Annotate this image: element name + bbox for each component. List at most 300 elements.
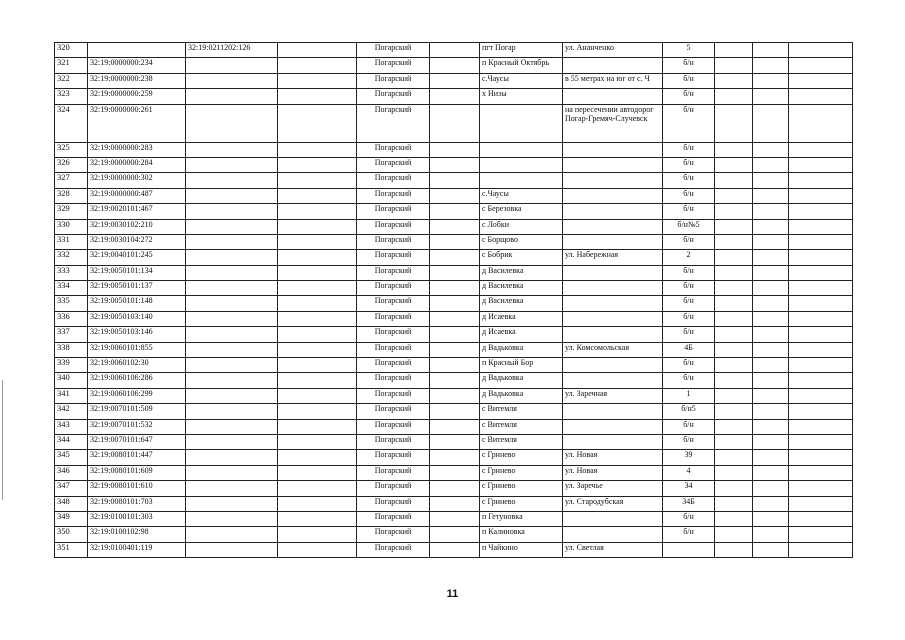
empty-cell	[278, 204, 357, 219]
empty-cell	[715, 311, 753, 326]
registry-rows	[55, 43, 853, 558]
cadastral-number: 32:19:0050101:134	[88, 265, 186, 280]
empty-cell	[430, 142, 480, 157]
settlement-cell: с Гринево	[480, 450, 563, 465]
settlement-cell	[480, 142, 563, 157]
district-cell: Погарский	[357, 281, 430, 296]
cadastral-number-alt	[186, 542, 278, 557]
house-number-cell: б/н	[663, 419, 715, 434]
empty-cell	[753, 204, 789, 219]
settlement-cell: д Василевка	[480, 265, 563, 280]
cadastral-number-alt	[186, 465, 278, 480]
street-cell	[563, 234, 663, 249]
cadastral-number	[88, 43, 186, 58]
empty-cell	[278, 404, 357, 419]
street-cell	[563, 204, 663, 219]
cadastral-number: 32:19:0070101:647	[88, 434, 186, 449]
row-number: 350	[55, 527, 88, 542]
table-row	[55, 434, 853, 449]
cadastral-number-alt	[186, 358, 278, 373]
row-number: 334	[55, 281, 88, 296]
table-row	[55, 373, 853, 388]
table-row	[55, 311, 853, 326]
empty-cell	[430, 542, 480, 557]
empty-cell	[430, 281, 480, 296]
row-number: 326	[55, 157, 88, 172]
row-number: 331	[55, 234, 88, 249]
house-number-cell: б/н	[663, 73, 715, 88]
row-number: 341	[55, 388, 88, 403]
settlement-cell: п Красный Бор	[480, 358, 563, 373]
empty-cell	[715, 142, 753, 157]
cadastral-number: 32:19:0080101:610	[88, 481, 186, 496]
street-cell: ул. Набережная	[563, 250, 663, 265]
empty-cell	[753, 434, 789, 449]
empty-cell	[715, 327, 753, 342]
table-row	[55, 188, 853, 203]
empty-cell	[430, 188, 480, 203]
empty-cell	[715, 373, 753, 388]
house-number-cell: б/н	[663, 434, 715, 449]
empty-cell	[430, 265, 480, 280]
cadastral-number-alt	[186, 311, 278, 326]
house-number-cell: б/н	[663, 373, 715, 388]
empty-cell	[430, 450, 480, 465]
district-cell: Погарский	[357, 250, 430, 265]
empty-cell	[715, 358, 753, 373]
empty-cell	[789, 450, 853, 465]
street-cell: на пересечении автодорог Погар-Гремяч-Случевск	[563, 104, 663, 142]
settlement-cell: с Березовка	[480, 204, 563, 219]
empty-cell	[278, 311, 357, 326]
empty-cell	[278, 142, 357, 157]
empty-cell	[789, 496, 853, 511]
house-number-cell: б/н	[663, 204, 715, 219]
empty-cell	[789, 404, 853, 419]
empty-cell	[789, 157, 853, 172]
empty-cell	[789, 73, 853, 88]
street-cell: в 55 метрах на юг от с. Ч	[563, 73, 663, 88]
empty-cell	[715, 89, 753, 104]
empty-cell	[715, 188, 753, 203]
cadastral-number-alt: 32:19:0211202:126	[186, 43, 278, 58]
empty-cell	[753, 373, 789, 388]
empty-cell	[789, 358, 853, 373]
empty-cell	[430, 481, 480, 496]
empty-cell	[278, 511, 357, 526]
table-row	[55, 388, 853, 403]
empty-cell	[430, 311, 480, 326]
row-number: 328	[55, 188, 88, 203]
street-cell	[563, 527, 663, 542]
cadastral-number-alt	[186, 188, 278, 203]
district-cell: Погарский	[357, 481, 430, 496]
district-cell: Погарский	[357, 465, 430, 480]
district-cell: Погарский	[357, 327, 430, 342]
house-number-cell: б/н	[663, 188, 715, 203]
cadastral-number: 32:19:0060102:30	[88, 358, 186, 373]
house-number-cell: 2	[663, 250, 715, 265]
empty-cell	[789, 542, 853, 557]
cadastral-number-alt	[186, 296, 278, 311]
table-row	[55, 450, 853, 465]
empty-cell	[430, 104, 480, 142]
cadastral-number: 32:19:0100102:98	[88, 527, 186, 542]
cadastral-number: 32:19:0100401:119	[88, 542, 186, 557]
empty-cell	[430, 173, 480, 188]
empty-cell	[789, 265, 853, 280]
empty-cell	[430, 73, 480, 88]
row-number: 336	[55, 311, 88, 326]
street-cell: ул. Комсомольская	[563, 342, 663, 357]
house-number-cell: б/н№5	[663, 219, 715, 234]
empty-cell	[278, 219, 357, 234]
empty-cell	[753, 496, 789, 511]
empty-cell	[430, 419, 480, 434]
empty-cell	[753, 311, 789, 326]
empty-cell	[278, 388, 357, 403]
cadastral-number-alt	[186, 58, 278, 73]
empty-cell	[430, 496, 480, 511]
empty-cell	[753, 481, 789, 496]
row-number: 323	[55, 89, 88, 104]
empty-cell	[430, 250, 480, 265]
row-number: 330	[55, 219, 88, 234]
row-number: 327	[55, 173, 88, 188]
empty-cell	[278, 281, 357, 296]
district-cell: Погарский	[357, 434, 430, 449]
house-number-cell: 39	[663, 450, 715, 465]
settlement-cell: с Гринево	[480, 481, 563, 496]
settlement-cell: д Василевка	[480, 296, 563, 311]
row-number: 351	[55, 542, 88, 557]
empty-cell	[715, 173, 753, 188]
empty-cell	[753, 73, 789, 88]
table-row	[55, 104, 853, 142]
empty-cell	[789, 342, 853, 357]
settlement-cell: д Вадьковка	[480, 342, 563, 357]
district-cell: Погарский	[357, 104, 430, 142]
table-row	[55, 234, 853, 249]
empty-cell	[753, 58, 789, 73]
cadastral-number: 32:19:0070101:509	[88, 404, 186, 419]
cadastral-number-alt	[186, 527, 278, 542]
district-cell: Погарский	[357, 358, 430, 373]
house-number-cell: 34Б	[663, 496, 715, 511]
cadastral-number-alt	[186, 434, 278, 449]
empty-cell	[715, 342, 753, 357]
empty-cell	[789, 311, 853, 326]
district-cell: Погарский	[357, 296, 430, 311]
house-number-cell	[663, 542, 715, 557]
empty-cell	[715, 157, 753, 172]
empty-cell	[278, 373, 357, 388]
cadastral-number: 32:19:0000000:302	[88, 173, 186, 188]
table-row	[55, 496, 853, 511]
empty-cell	[715, 265, 753, 280]
cadastral-number-alt	[186, 173, 278, 188]
cadastral-number: 32:19:0060101:855	[88, 342, 186, 357]
house-number-cell: б/н	[663, 327, 715, 342]
street-cell	[563, 265, 663, 280]
table-row	[55, 296, 853, 311]
empty-cell	[789, 481, 853, 496]
page-number: 11	[446, 588, 459, 600]
empty-cell	[753, 219, 789, 234]
table-row	[55, 542, 853, 557]
table-row	[55, 419, 853, 434]
cadastral-number-alt	[186, 481, 278, 496]
empty-cell	[430, 219, 480, 234]
table-row	[55, 157, 853, 172]
row-number: 337	[55, 327, 88, 342]
row-number: 335	[55, 296, 88, 311]
cadastral-number: 32:19:0050101:148	[88, 296, 186, 311]
street-cell	[563, 419, 663, 434]
street-cell	[563, 157, 663, 172]
street-cell	[563, 173, 663, 188]
empty-cell	[753, 358, 789, 373]
district-cell: Погарский	[357, 89, 430, 104]
empty-cell	[789, 234, 853, 249]
table-row	[55, 43, 853, 58]
cadastral-number: 32:19:0030104:272	[88, 234, 186, 249]
empty-cell	[753, 104, 789, 142]
house-number-cell: 5	[663, 43, 715, 58]
cadastral-number-alt	[186, 204, 278, 219]
district-cell: Погарский	[357, 342, 430, 357]
cadastral-number: 32:19:0020101:467	[88, 204, 186, 219]
empty-cell	[715, 281, 753, 296]
empty-cell	[789, 327, 853, 342]
empty-cell	[753, 404, 789, 419]
empty-cell	[715, 527, 753, 542]
district-cell: Погарский	[357, 219, 430, 234]
street-cell	[563, 404, 663, 419]
table-row	[55, 142, 853, 157]
cadastral-number: 32:19:0000000:284	[88, 157, 186, 172]
row-number: 345	[55, 450, 88, 465]
empty-cell	[715, 296, 753, 311]
empty-cell	[278, 157, 357, 172]
cadastral-number-alt	[186, 219, 278, 234]
house-number-cell: б/н	[663, 104, 715, 142]
cadastral-number: 32:19:0040101:245	[88, 250, 186, 265]
empty-cell	[278, 58, 357, 73]
street-cell	[563, 311, 663, 326]
settlement-cell: пгт Погар	[480, 43, 563, 58]
row-number: 346	[55, 465, 88, 480]
street-cell	[563, 434, 663, 449]
cadastral-number: 32:19:0100101:303	[88, 511, 186, 526]
settlement-cell: х Низы	[480, 89, 563, 104]
cadastral-number: 32:19:0050101:137	[88, 281, 186, 296]
empty-cell	[715, 511, 753, 526]
empty-cell	[278, 188, 357, 203]
empty-cell	[278, 89, 357, 104]
empty-cell	[715, 388, 753, 403]
table-row	[55, 465, 853, 480]
street-cell: ул. Новая	[563, 450, 663, 465]
street-cell	[563, 327, 663, 342]
settlement-cell: д Исаевка	[480, 327, 563, 342]
empty-cell	[789, 43, 853, 58]
house-number-cell: б/н	[663, 281, 715, 296]
house-number-cell: б/н	[663, 58, 715, 73]
settlement-cell: п Красный Октябрь	[480, 58, 563, 73]
settlement-cell: с Витемля	[480, 419, 563, 434]
settlement-cell: с.Чаусы	[480, 73, 563, 88]
table-row	[55, 481, 853, 496]
district-cell: Погарский	[357, 419, 430, 434]
district-cell: Погарский	[357, 142, 430, 157]
cadastral-number-alt	[186, 404, 278, 419]
row-number: 320	[55, 43, 88, 58]
empty-cell	[715, 496, 753, 511]
district-cell: Погарский	[357, 157, 430, 172]
empty-cell	[789, 373, 853, 388]
empty-cell	[715, 219, 753, 234]
cadastral-number-alt	[186, 419, 278, 434]
empty-cell	[430, 58, 480, 73]
house-number-cell: б/н	[663, 296, 715, 311]
cadastral-number-alt	[186, 104, 278, 142]
cadastral-number: 32:19:0000000:261	[88, 104, 186, 142]
row-number: 325	[55, 142, 88, 157]
settlement-cell	[480, 173, 563, 188]
row-number: 332	[55, 250, 88, 265]
district-cell: Погарский	[357, 511, 430, 526]
empty-cell	[715, 250, 753, 265]
empty-cell	[430, 296, 480, 311]
row-number: 322	[55, 73, 88, 88]
row-number: 343	[55, 419, 88, 434]
settlement-cell: с Гринево	[480, 465, 563, 480]
table-row	[55, 527, 853, 542]
district-cell: Погарский	[357, 234, 430, 249]
district-cell: Погарский	[357, 542, 430, 557]
row-number: 324	[55, 104, 88, 142]
empty-cell	[715, 465, 753, 480]
house-number-cell: б/н5	[663, 404, 715, 419]
house-number-cell: б/н	[663, 511, 715, 526]
empty-cell	[278, 296, 357, 311]
empty-cell	[789, 388, 853, 403]
cadastral-number: 32:19:0000000:234	[88, 58, 186, 73]
district-cell: Погарский	[357, 311, 430, 326]
cadastral-number-alt	[186, 281, 278, 296]
settlement-cell	[480, 157, 563, 172]
cadastral-number-alt	[186, 234, 278, 249]
empty-cell	[430, 43, 480, 58]
empty-cell	[753, 450, 789, 465]
empty-cell	[715, 542, 753, 557]
empty-cell	[753, 43, 789, 58]
cadastral-number-alt	[186, 73, 278, 88]
row-number: 344	[55, 434, 88, 449]
settlement-cell: д Василевка	[480, 281, 563, 296]
empty-cell	[789, 527, 853, 542]
table-row	[55, 219, 853, 234]
empty-cell	[278, 265, 357, 280]
street-cell	[563, 358, 663, 373]
empty-cell	[278, 481, 357, 496]
empty-cell	[278, 327, 357, 342]
cadastral-number: 32:19:0060106:299	[88, 388, 186, 403]
settlement-cell: с Борщово	[480, 234, 563, 249]
house-number-cell: б/н	[663, 142, 715, 157]
empty-cell	[753, 157, 789, 172]
street-cell: ул. Заречье	[563, 481, 663, 496]
empty-cell	[753, 465, 789, 480]
cadastral-number: 32:19:0050103:146	[88, 327, 186, 342]
street-cell	[563, 188, 663, 203]
empty-cell	[430, 527, 480, 542]
house-number-cell: 4	[663, 465, 715, 480]
empty-cell	[789, 296, 853, 311]
empty-cell	[789, 511, 853, 526]
empty-cell	[789, 419, 853, 434]
empty-cell	[278, 358, 357, 373]
empty-cell	[715, 104, 753, 142]
house-number-cell: б/н	[663, 173, 715, 188]
empty-cell	[789, 250, 853, 265]
empty-cell	[789, 89, 853, 104]
empty-cell	[278, 434, 357, 449]
district-cell: Погарский	[357, 58, 430, 73]
empty-cell	[430, 358, 480, 373]
settlement-cell: д Вадьковка	[480, 373, 563, 388]
empty-cell	[715, 73, 753, 88]
empty-cell	[753, 527, 789, 542]
empty-cell	[278, 234, 357, 249]
empty-cell	[789, 173, 853, 188]
settlement-cell	[480, 104, 563, 142]
cadastral-number: 32:19:0000000:238	[88, 73, 186, 88]
cadastral-number-alt	[186, 388, 278, 403]
row-number: 349	[55, 511, 88, 526]
empty-cell	[278, 342, 357, 357]
empty-cell	[789, 142, 853, 157]
empty-cell	[430, 157, 480, 172]
cadastral-number-alt	[186, 373, 278, 388]
empty-cell	[753, 327, 789, 342]
district-cell: Погарский	[357, 373, 430, 388]
street-cell	[563, 142, 663, 157]
empty-cell	[715, 204, 753, 219]
row-number: 348	[55, 496, 88, 511]
district-cell: Погарский	[357, 265, 430, 280]
table-row	[55, 58, 853, 73]
empty-cell	[789, 204, 853, 219]
house-number-cell: б/н	[663, 157, 715, 172]
empty-cell	[715, 450, 753, 465]
empty-cell	[753, 142, 789, 157]
cadastral-number: 32:19:0070101:532	[88, 419, 186, 434]
cadastral-number: 32:19:0030102:210	[88, 219, 186, 234]
empty-cell	[789, 434, 853, 449]
scan-edge-line	[2, 380, 3, 500]
empty-cell	[278, 73, 357, 88]
row-number: 339	[55, 358, 88, 373]
row-number: 333	[55, 265, 88, 280]
district-cell: Погарский	[357, 43, 430, 58]
empty-cell	[278, 527, 357, 542]
settlement-cell: с Бобрик	[480, 250, 563, 265]
empty-cell	[278, 465, 357, 480]
table-row	[55, 73, 853, 88]
empty-cell	[278, 43, 357, 58]
